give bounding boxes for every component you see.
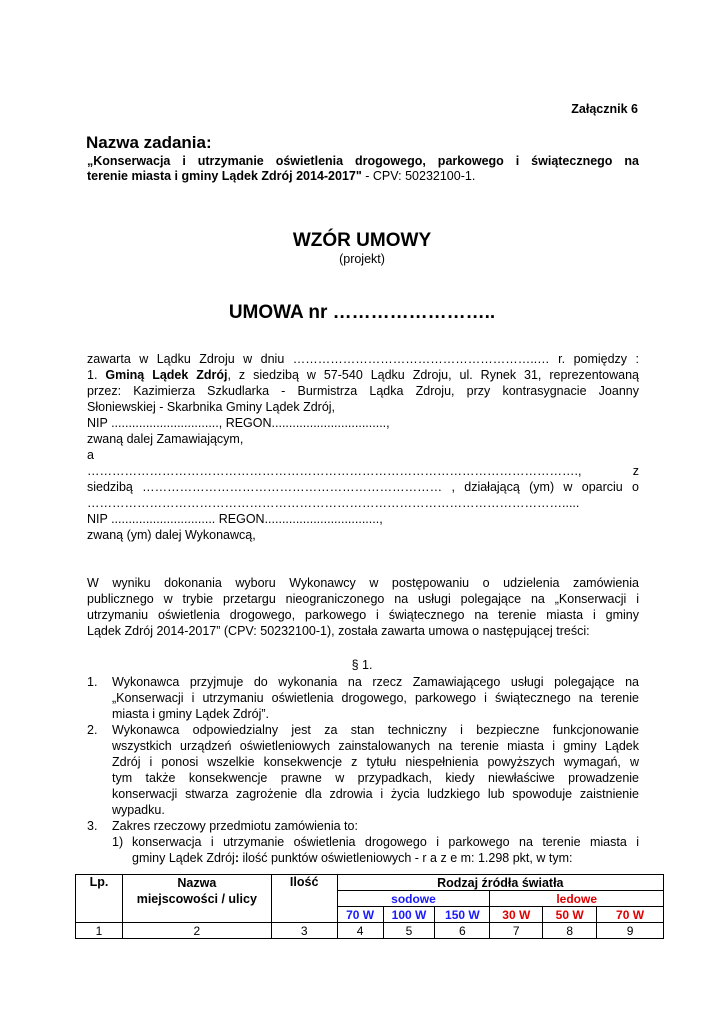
- task-heading: Nazwa zadania:: [86, 133, 212, 152]
- header-name: [122, 875, 271, 923]
- party2-role: zwaną (ym) dalej Wykonawcą,: [87, 528, 256, 542]
- party1-line2: przez: Kazimierza Szkudlarka - Burmistrza Lądka Zdroju, przy kontrasygnacie Joanny: [87, 384, 639, 398]
- subitem-count: ilość punktów oświetleniowych - r a z e m: 1.298 pkt, w tym:: [239, 851, 573, 865]
- item-number: 2.: [87, 723, 98, 737]
- contract-number: UMOWA nr ……………………..: [228, 302, 496, 323]
- document-subtitle: (projekt): [339, 252, 385, 266]
- item2-line: Zdrój i ponosi wszelkie konsekwencje z tytułu niespełnienia powyższych wymagań, w: [112, 755, 639, 769]
- column-number: 1: [76, 923, 123, 939]
- item2-line: konserwacji stwarza zagrożenie dla zdrowia i życia ludzkiego lub spowoduje zaistnienie: [112, 787, 639, 801]
- party2-line1: ………………………………………………………………………………………………………., z: [87, 464, 639, 478]
- header-watt-sodium: 150 W: [435, 907, 490, 923]
- header-led: ledowe: [490, 891, 664, 907]
- subitem-number: 1): [112, 835, 124, 849]
- column-number: 6: [435, 923, 490, 939]
- column-number: 2: [122, 923, 271, 939]
- party1-name: Gminą Lądek Zdrój: [105, 368, 228, 382]
- party1-nip: NIP ..............................., REGON.................................,: [87, 416, 390, 430]
- party2-line3: …………………………………………………………………………………………………….....: [87, 496, 580, 510]
- header-quantity: Ilość: [271, 875, 337, 923]
- column-number: 3: [271, 923, 337, 939]
- column-number: 5: [383, 923, 435, 939]
- item3-line: Zakres rzeczowy przedmiotu zamówienia to:: [112, 819, 358, 833]
- header-watt-sodium: 100 W: [383, 907, 435, 923]
- party1-line3: Słoniewskiej - Skarbnika Gminy Lądek Zdrój,: [87, 400, 336, 414]
- task-title-line2: [87, 168, 639, 184]
- intro-line: Lądek Zdrój 2014-2017” (CPV: 50232100-1), została zawarta umowa o następującej treści:: [87, 624, 590, 638]
- header-watt-led: 30 W: [490, 907, 543, 923]
- lighting-table: [75, 874, 664, 939]
- party2-line2: siedzibą ……………………………………………………………… , działającą (ym) w oparciu o: [87, 480, 639, 494]
- section-heading: § 1.: [351, 658, 373, 672]
- party1-number: 1.: [87, 368, 106, 382]
- column-number: 7: [490, 923, 543, 939]
- party2-nip: NIP .............................. REGON.................................,: [87, 512, 383, 526]
- task-title-line1: „Konserwacja i utrzymanie oświetlenia drogowego, parkowego i świątecznego na: [87, 154, 639, 168]
- task-title-bold: terenie miasta i gminy Lądek Zdrój 2014-2017": [87, 169, 362, 183]
- column-number: 4: [337, 923, 383, 939]
- item-number: 1.: [87, 675, 98, 689]
- intro-line: utrzymaniu oświetlenia drogowego, parkowego i świątecznego na terenie miasta i gminy: [87, 608, 639, 622]
- header-watt-sodium: 70 W: [337, 907, 383, 923]
- item2-line: Wykonawca odpowiedzialny jest za stan techniczny i bezpieczne funkcjonowanie: [112, 723, 639, 737]
- header-name-line2: miejscowości / ulicy: [136, 892, 257, 906]
- intro-line: W wyniku dokonania wyboru Wykonawcy w postępowaniu o udzielenia zamówienia: [87, 576, 639, 590]
- item2-line: tym także konsekwencje prawne w przypadkach, kiedy niewłaściwe prowadzenie: [112, 771, 639, 785]
- header-watt-led: 50 W: [543, 907, 597, 923]
- item1-line: miasta i gminy Lądek Zdrój”.: [112, 707, 270, 721]
- column-number: 8: [543, 923, 597, 939]
- party1-address: , z siedzibą w 57-540 Lądku Zdroju, ul. Rynek 31, reprezentowaną: [227, 368, 639, 382]
- header-sodium: sodowe: [337, 891, 490, 907]
- task-cpv: - CPV: 50232100-1.: [361, 169, 476, 183]
- item2-line: wszystkich urządzeń oświetleniowych zainstalowanych na terenie miasta i gminy Lądek: [112, 739, 639, 753]
- header-name-line1: Nazwa: [177, 876, 217, 890]
- contract-date-line: zawarta w Lądku Zdroju w dniu …………………………………………………..… r. pomiędzy :: [87, 352, 639, 366]
- item1-line: Wykonawca przyjmuje do wykonania na rzecz Zamawiającego usługi polegające na: [112, 675, 639, 689]
- header-watt-led: 70 W: [597, 907, 664, 923]
- intro-line: publicznego w trybie przetargu nieograniczonego na usługi polegające na „Konserwacji i: [87, 592, 639, 606]
- column-number: 9: [597, 923, 664, 939]
- party-connector: a: [87, 448, 94, 462]
- subitem-line: konserwacja i utrzymanie oświetlenia drogowego i parkowego na terenie miasta i: [132, 835, 639, 849]
- item1-line: „Konserwacji i utrzymaniu oświetlenia drogowego, parkowego i świątecznego na terenie: [112, 691, 639, 705]
- subitem-line: [132, 850, 684, 866]
- item2-line: wypadku.: [112, 803, 165, 817]
- subitem-colon: :: [234, 851, 239, 865]
- party1-role: zwaną dalej Zamawiającym,: [87, 432, 244, 446]
- header-light-source: Rodzaj źródła światła: [337, 875, 663, 891]
- party1-line1: [87, 367, 639, 383]
- document-title: WZÓR UMOWY: [292, 230, 432, 251]
- attachment-label: Załącznik 6: [571, 102, 638, 116]
- subitem-gmina: gminy Lądek Zdrój: [132, 851, 235, 865]
- header-lp: Lp.: [76, 875, 123, 923]
- item-number: 3.: [87, 819, 98, 833]
